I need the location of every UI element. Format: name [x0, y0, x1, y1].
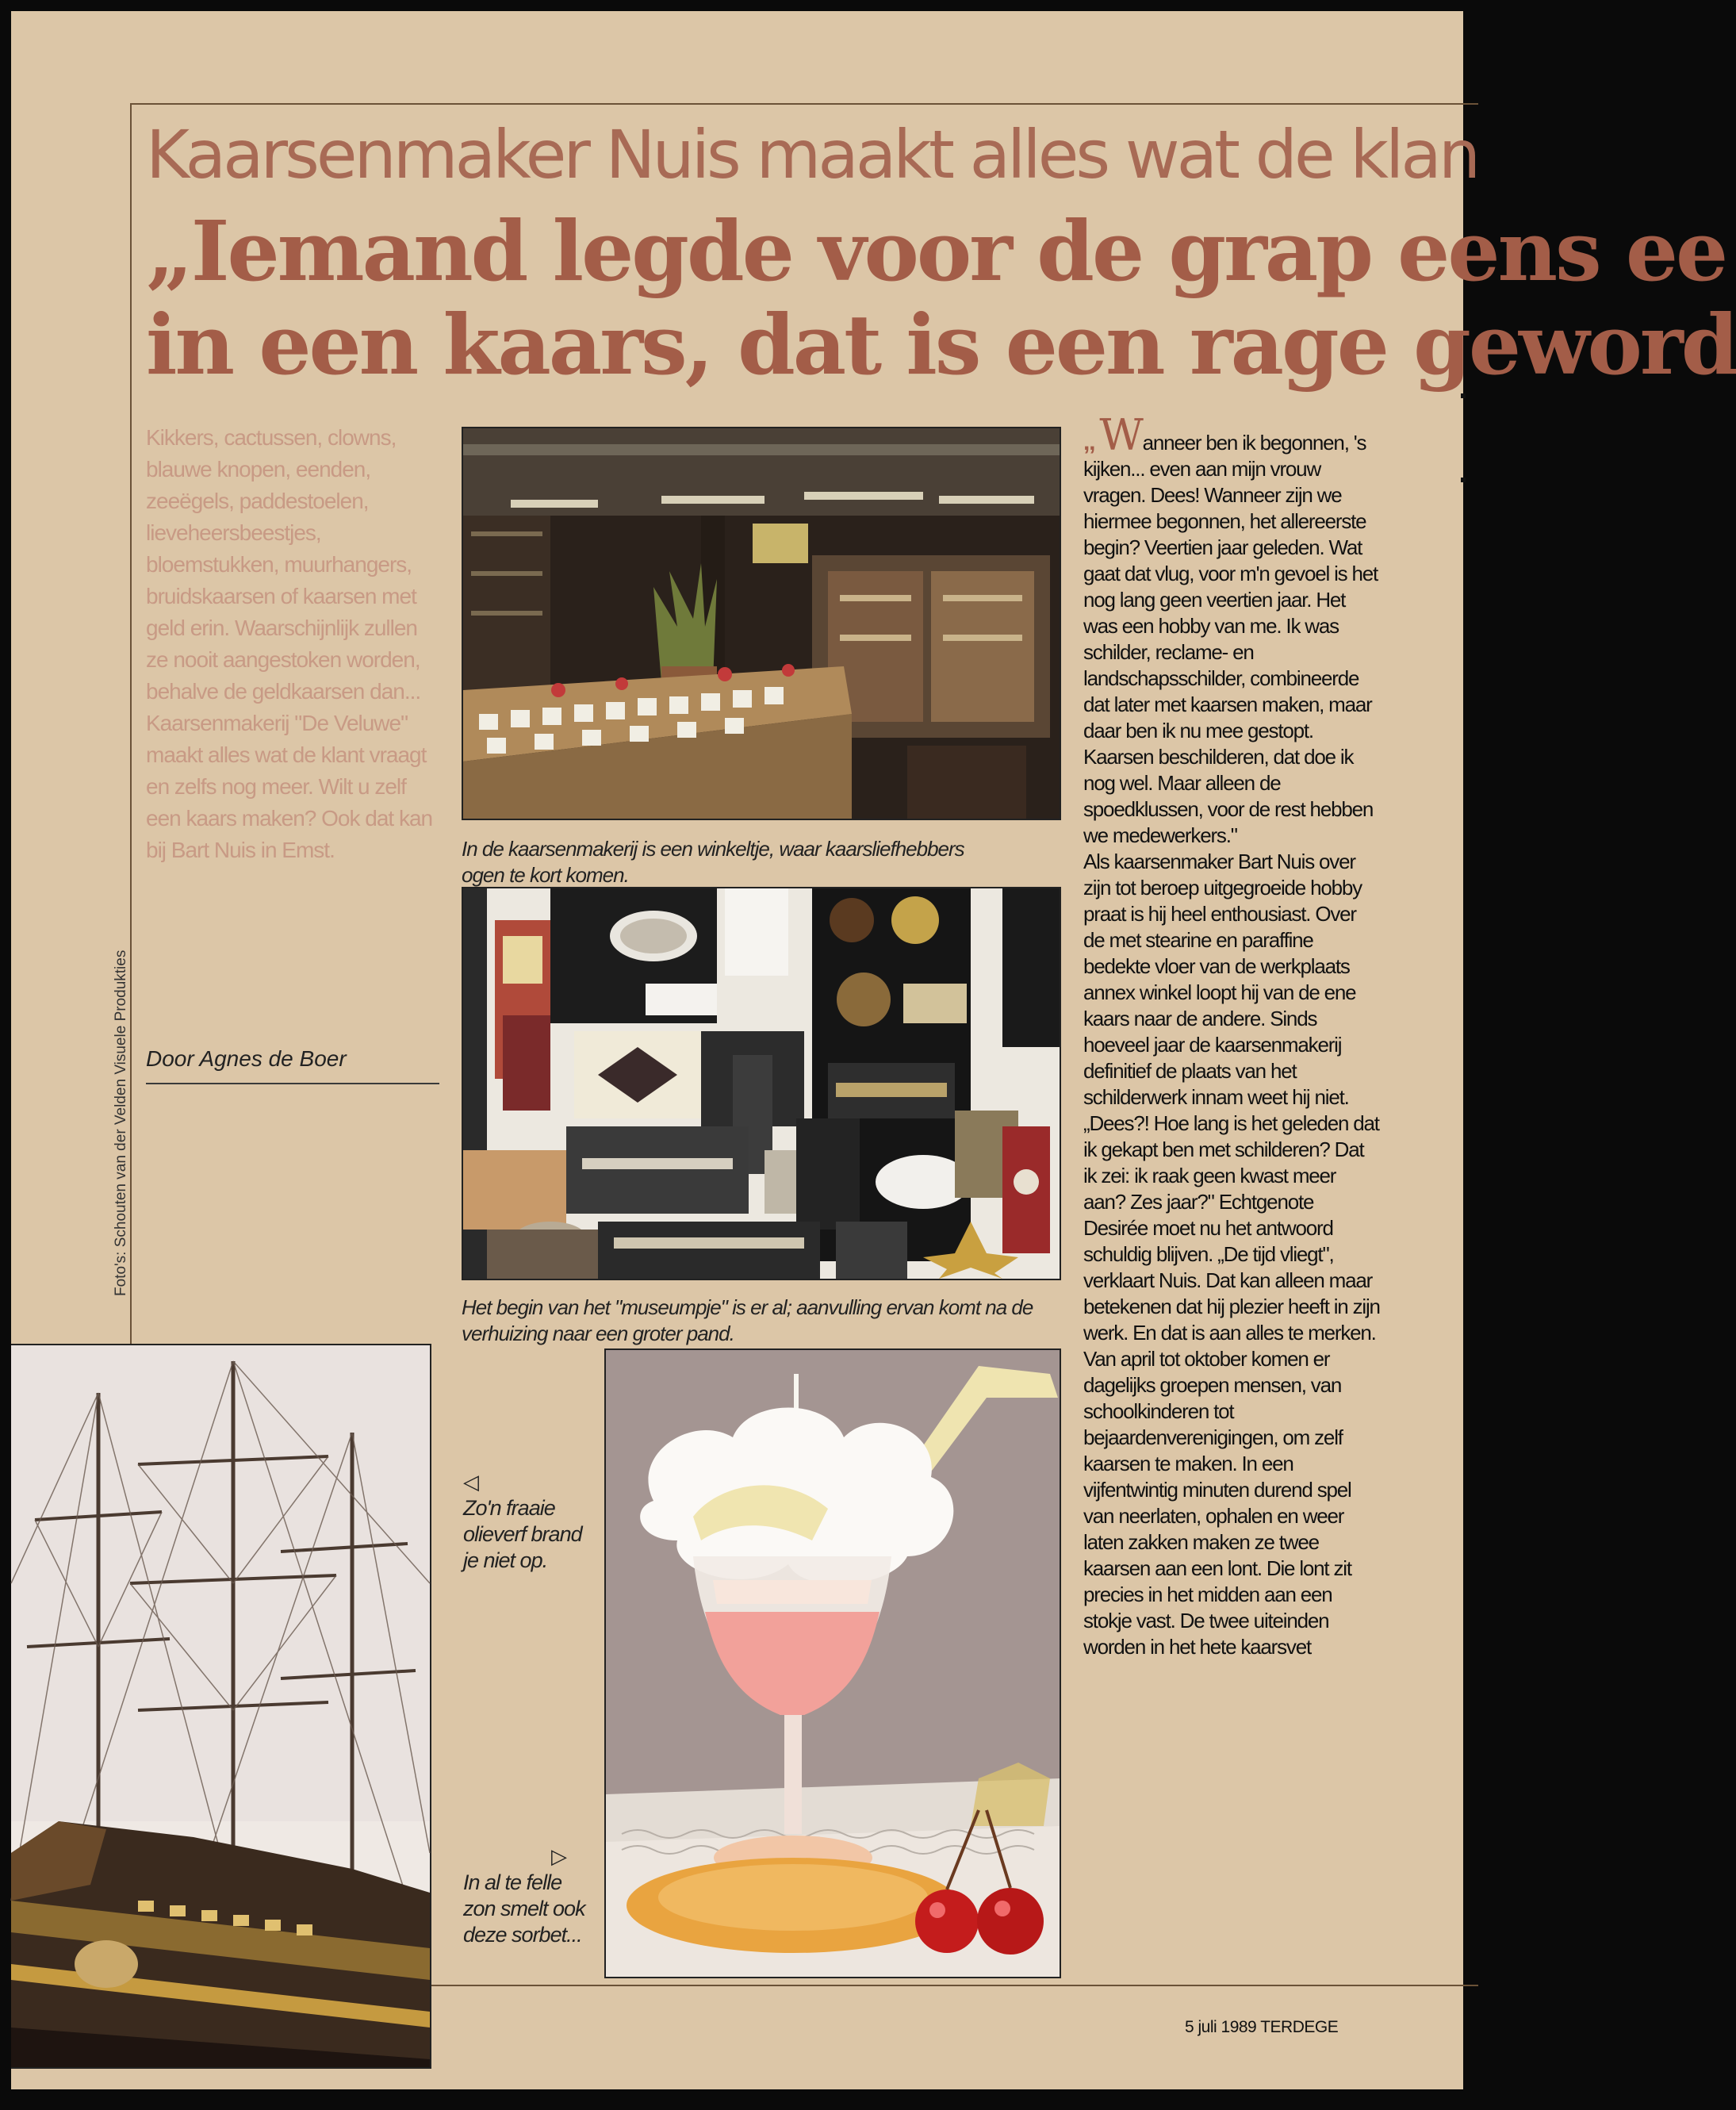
margin-mark-2: [1461, 478, 1466, 482]
frame-rule-top: [130, 103, 1478, 105]
ship-painting-illustration: [11, 1345, 430, 2067]
byline: Door Agnes de Boer: [146, 1046, 439, 1084]
paragraph-1-text: anneer ben ik begonnen, 's kijken... even aan mijn vrouw vragen. Dees! Wanneer zijn we hiermee begonnen, het allereerste begin? Veertien jaar geleden. Wat gaat dat vlug, voor m'n gevoel is het nog lang geen veertien jaar. Het was een hobby van me. Ik was schilder, reclame- en landschapsschilder, combineerde dat later met kaarsen maken, maar daar ben ik nu mee gestopt. Kaarsen beschilderen, dat doe ik nog wel. Maar alleen de spoedklussen, voor de rest hebben we medewerkers.": [1083, 431, 1378, 847]
ship-photo-caption: [463, 1469, 598, 1574]
headline-line-2: in een kaars, dat is een rage geword: [146, 296, 1736, 393]
intro-lead: Kikkers, cactussen, clowns, blauwe knopen, eenden, zeeëgels, paddestoelen, lieveheersbeestjes, bloemstukken, muurhangers, bruidskaarsen of kaarsen met geld erin. Waarschijnlijk zullen ze nooit aangestoken worden, behalve de geldkaarsen dan... Kaarsenmakerij "De Veluwe" maakt alles wat de klant vraagt en zelfs nog meer. Wilt u zelf een kaars maken? Ook dat kan bij Bart Nuis in Emst.: [146, 425, 433, 862]
photo-credit: Foto's: Schouten van der Velden Visuele Produkties: [113, 950, 129, 1296]
museum-display-photo: [462, 887, 1061, 1280]
ship-caption-text: Zo'n fraaie olieverf brand je niet op.: [463, 1496, 582, 1572]
drop-cap: W: [1099, 410, 1143, 460]
page-footer: 5 juli 1989 TERDEGE: [1185, 2018, 1339, 2036]
open-quote: ,,: [1083, 429, 1095, 455]
paragraph-1: [1083, 410, 1381, 849]
museum-display-illustration: [463, 888, 1060, 1279]
headline: [146, 202, 1736, 393]
shop-photo-caption: In de kaarsenmakerij is een winkeltje, waar kaarsliefhebbers ogen te kort komen.: [462, 837, 964, 887]
article-body: [1083, 410, 1381, 1660]
headline-line-1: „Iemand legde voor de grap eens ee: [146, 202, 1726, 300]
ship-painting-photo: [11, 1344, 431, 2069]
sorbet-photo-caption: [463, 1843, 598, 1948]
sorbet-candle-illustration: [606, 1350, 1060, 1977]
left-pointer-icon: ◁: [463, 1470, 478, 1494]
right-pointer-icon: ▷: [551, 1844, 566, 1868]
shop-interior-photo: [462, 427, 1061, 820]
kicker-title: Kaarsenmaker Nuis maakt alles wat de klan: [146, 116, 1478, 194]
paragraph-3: Van april tot oktober komen er dagelijks groepen mensen, van schoolkinderen tot bejaardenverenigingen, om zelf kaarsen te maken. In een vijfentwintig minuten durend spel van neerlaten, ophalen en weer laten zakken maken ze twee kaarsen aan een lont. Die lont zit precies in het midden aan een stokje vast. De twee uiteinden worden in het hete kaarsvet: [1083, 1347, 1351, 1659]
sorbet-candle-photo: [604, 1348, 1061, 1978]
paragraph-2: Als kaarsenmaker Bart Nuis over zijn tot beroep uitgegroeide hobby praat is hij heel enthousiast. Over de met stearine en paraffine bedekte vloer van de werkplaats annex winkel loopt hij van de ene kaars naar de andere. Sinds hoeveel jaar de kaarsenmakerij definitief de plaats van het schilderwerk innam weet hij niet. „Dees?! Hoe lang is het geleden dat ik gekapt ben met schilderen? Dat ik zei: ik raak geen kwast meer aan? Zes jaar?" Echtgenote Desirée moet nu het antwoord schuldig blijven. „De tijd vliegt", verklaart Nuis. Dat kan alleen maar betekenen dat hij plezier heeft in zijn werk. En dat is aan alles te merken.: [1083, 850, 1380, 1345]
magazine-page: [11, 11, 1736, 2089]
frame-rule-left: [130, 103, 132, 1348]
museum-photo-caption: Het begin van het "museumpje" is er al; aanvulling ervan komt na de verhuizing naar een groter pand.: [462, 1295, 1033, 1345]
sorbet-caption-text: In al te felle zon smelt ook deze sorbet...: [463, 1870, 585, 1947]
margin-mark-1: [1461, 393, 1466, 398]
shop-interior-illustration: [463, 428, 1060, 819]
